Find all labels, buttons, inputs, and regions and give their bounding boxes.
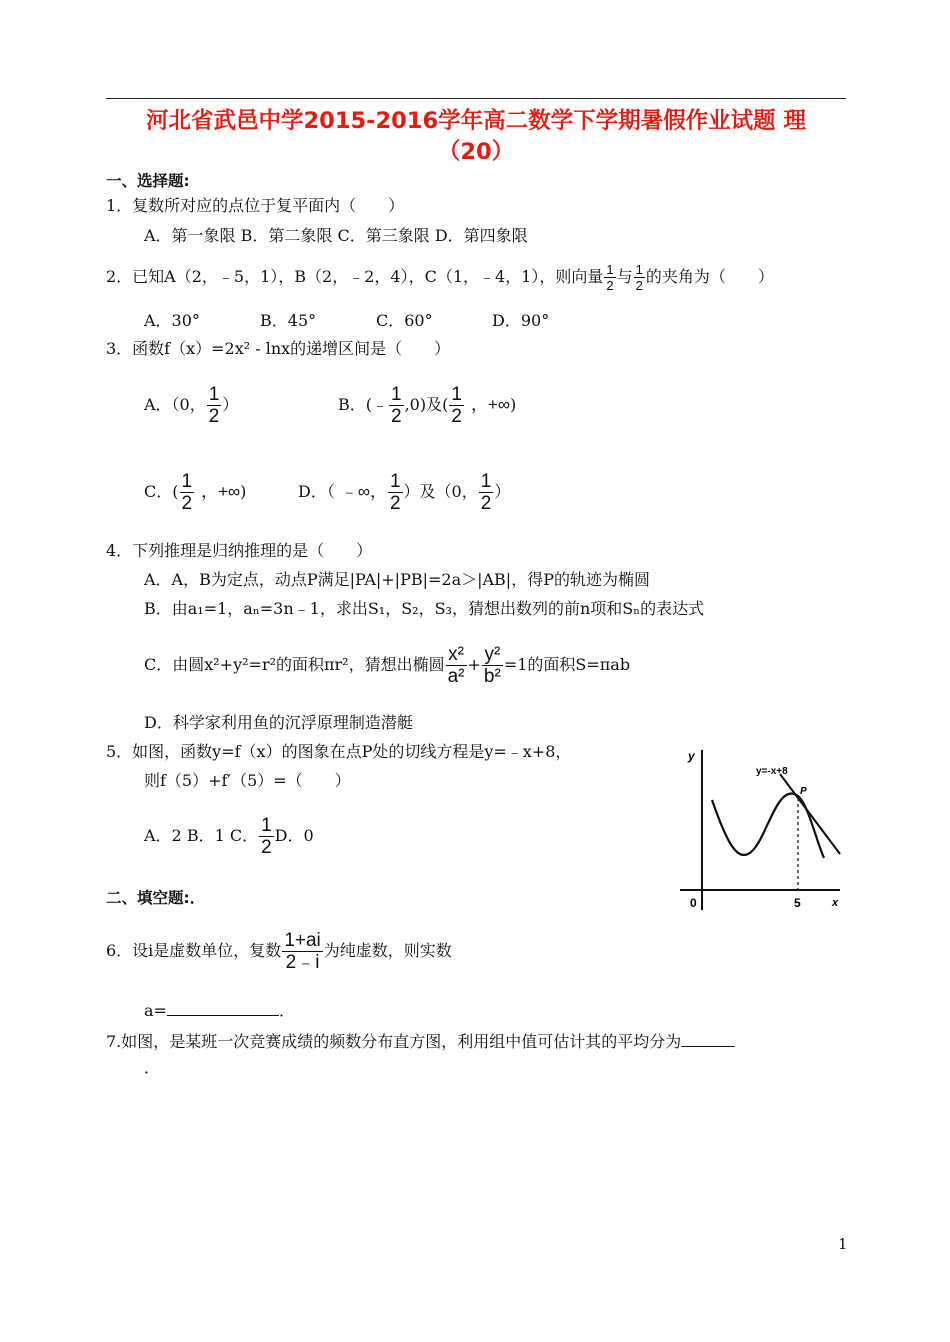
document-title: 河北省武邑中学2015-2016学年高二数学下学期暑假作业试题 理 xyxy=(146,108,806,134)
graph-origin-label: 0 xyxy=(690,896,697,910)
q3-b-mid: ,0)及( xyxy=(404,395,449,414)
q3-a-post: ） xyxy=(222,395,239,414)
q3-option-a xyxy=(144,385,238,426)
fraction-one-half: $\frac{1}{2}$ xyxy=(480,471,492,514)
q3-d-infinity: ﹣∞， xyxy=(340,482,387,501)
q3-b-post: ) xyxy=(509,395,517,414)
q2-stem xyxy=(106,263,774,292)
q4-c-pre: C．由圆x²+y²=r²的面积πr²，猜想出椭圆 xyxy=(144,655,445,674)
graph-line-label: y=-x+8 xyxy=(756,766,788,777)
q5-function-graph xyxy=(676,740,848,912)
q2-fraction-2: $\frac{1}{2}$ xyxy=(635,262,643,293)
q6-stem-text: 6．设i是虚数单位，复数 xyxy=(106,941,282,960)
graph-point-label: P xyxy=(800,786,807,797)
q2-option-d: D．90° xyxy=(492,311,550,330)
q3-b-infinity: ，+∞ xyxy=(470,395,510,414)
q2-option-b: B．45° xyxy=(260,311,317,330)
q7-stem xyxy=(106,1030,735,1053)
q3-d-mid: ）及（0， xyxy=(403,482,478,501)
graph-x-label: x xyxy=(832,897,839,909)
q4-option-a: A．A，B为定点，动点P满足|PA|+|PB|=2a＞|AB|，得P的轨迹为椭圆 xyxy=(144,570,650,589)
q3-option-b xyxy=(338,385,516,426)
fraction-one-half: $\frac{1}{2}$ xyxy=(181,471,193,514)
q2-mid-text: 与 xyxy=(616,267,633,286)
section-heading-choice: 一、选择题: xyxy=(106,172,190,190)
fraction-complex: $\frac{1+ai}{2﹣i}$ xyxy=(284,930,321,973)
q7-tail: ． xyxy=(144,1058,161,1077)
q2-option-a: A．30° xyxy=(144,311,200,330)
q2-stem-tail: 的夹角为（ ） xyxy=(645,267,774,286)
q5-options-ab: A．2 B．1 C． xyxy=(144,826,259,845)
q5-options xyxy=(144,816,314,857)
q4-stem: 4．下列推理是归纳推理的是（ ） xyxy=(106,541,373,560)
q1-stem: 1．复数所对应的点位于复平面内（ ） xyxy=(106,196,405,215)
q1-options: A．第一象限 B．第二象限 C．第三象限 D．第四象限 xyxy=(144,226,528,245)
page-number: 1 xyxy=(838,1235,848,1253)
graph-tick-label: 5 xyxy=(794,896,801,910)
q5-option-d: D．0 xyxy=(274,826,314,845)
q3-d-pre: D．（ xyxy=(298,482,335,501)
q5-stem: 5．如图，函数y=f（x）的图象在点P处的切线方程是y=﹣x+8， xyxy=(106,742,572,761)
document-title-sub: （20） xyxy=(437,139,515,165)
q3-b-pre: B．(﹣ xyxy=(338,395,389,414)
q4-c-plus: + xyxy=(467,655,481,674)
q6-answer-label: a= xyxy=(144,1001,167,1020)
section-heading-fill: 二、填空题:． xyxy=(106,889,206,907)
q6-answer-tail: ． xyxy=(278,1001,295,1020)
fraction-one-half: $\frac{1}{2}$ xyxy=(389,471,401,514)
q3-c-post: ) xyxy=(240,482,247,501)
q3-option-c xyxy=(144,472,246,513)
fraction-one-half: $\frac{1}{2}$ xyxy=(208,384,220,427)
q3-c-pre: C．( xyxy=(144,482,179,501)
fraction-one-half: $\frac{1}{2}$ xyxy=(261,815,272,858)
q6-stem-tail: 为纯虚数，则实数 xyxy=(323,941,452,960)
q2-stem-text: 2．已知A（2，﹣5，1），B（2，﹣2，4），C（1，﹣4，1），则向量 xyxy=(106,267,604,286)
q3-stem: 3．函数f（x）=2x² - lnx的递增区间是（ ） xyxy=(106,339,451,358)
q6-answer-blank[interactable] xyxy=(167,999,279,1016)
tangent-line xyxy=(780,774,840,854)
q4-option-c xyxy=(144,645,630,686)
q6-stem xyxy=(106,931,452,972)
q3-d-post: ） xyxy=(494,482,511,501)
fraction-one-half: $\frac{1}{2}$ xyxy=(451,384,462,427)
q4-option-b: B．由a₁=1，aₙ=3n﹣1，求出S₁，S₂，S₃，猜想出数列的前n项和Sₙ的表达式 xyxy=(144,599,705,618)
q3-a-pre: A．（0， xyxy=(144,395,206,414)
header-rule xyxy=(106,98,846,99)
q4-option-d: D．科学家利用鱼的沉浮原理制造潜艇 xyxy=(144,713,413,732)
graph-y-label: y xyxy=(688,749,695,763)
function-curve xyxy=(712,794,824,858)
q2-option-c: C．60° xyxy=(376,311,433,330)
q3-option-d xyxy=(298,472,510,513)
q5-stem-continued: 则f（5）+f′（5）=（ ） xyxy=(144,771,351,790)
fraction-y2-b2: $\frac{\text{y²}}{\text{b²}}$ xyxy=(483,644,501,687)
q7-stem-text: 7.如图，是某班一次竞赛成绩的频数分布直方图，利用组中值可估计其的平均分为 xyxy=(106,1032,682,1051)
q6-answer-line xyxy=(144,999,295,1022)
fraction-x2-a2: $\frac{\text{x²}}{\text{a²}}$ xyxy=(447,644,465,687)
q2-fraction-1: $\frac{1}{2}$ xyxy=(606,262,614,293)
q4-c-post: =1的面积S=πab xyxy=(503,655,631,674)
q7-answer-blank[interactable] xyxy=(681,1030,735,1047)
fraction-one-half: $\frac{1}{2}$ xyxy=(391,384,402,427)
q3-c-infinity: ，+∞ xyxy=(201,482,241,501)
